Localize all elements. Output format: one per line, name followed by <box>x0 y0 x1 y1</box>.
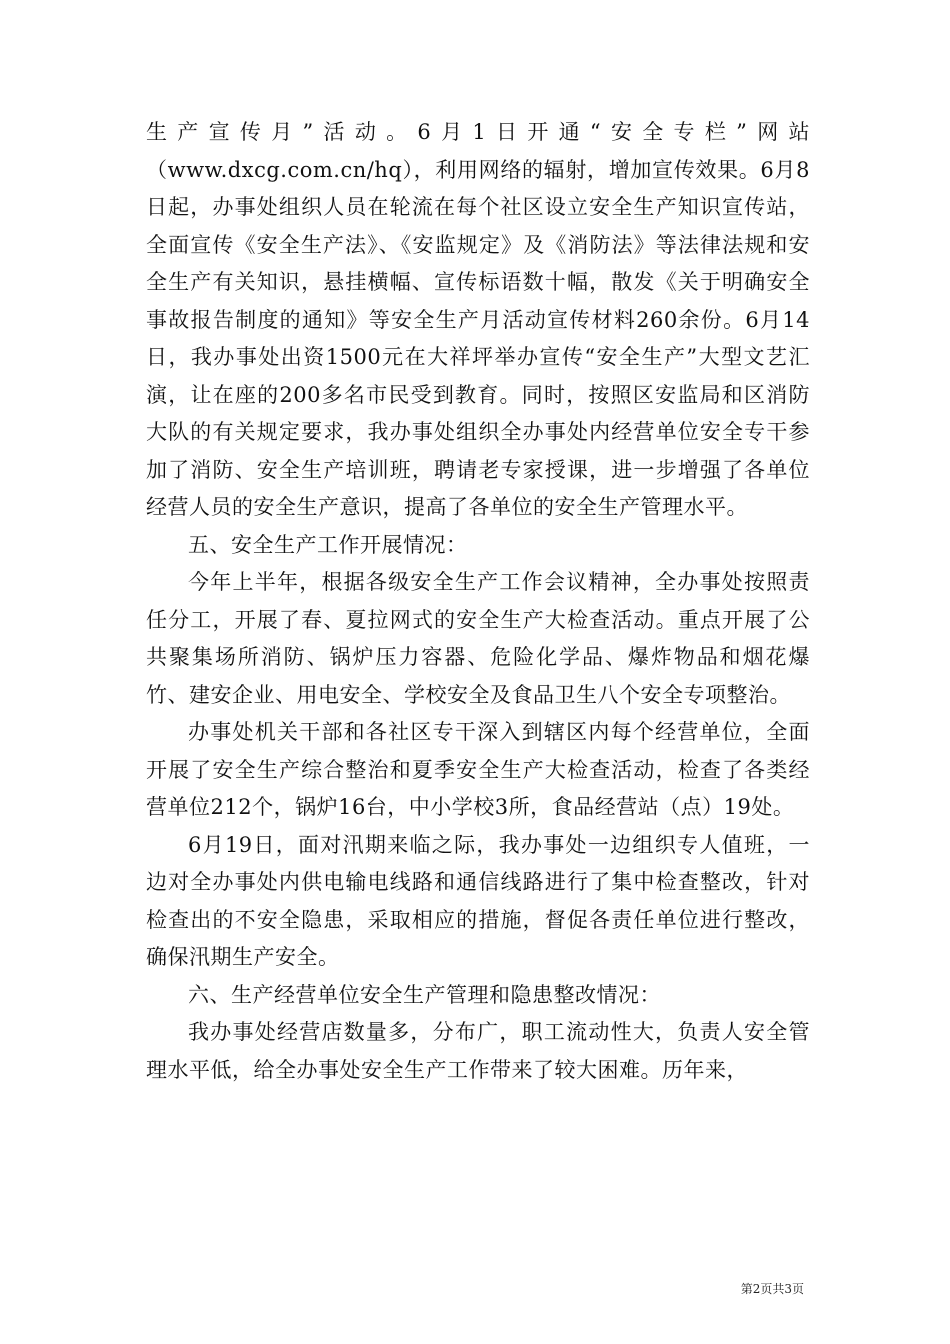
paragraph-7: 我办事处经营店数量多，分布广，职工流动性大，负责人安全管理水平低，给全办事处安全生产工作带来了较大困难。历年来， <box>146 1020 810 1082</box>
document-body <box>146 114 810 1089</box>
page-number-footer: 第2页共3页 <box>740 1282 804 1296</box>
section-heading-6: 六、生产经营单位安全生产管理和隐患整改情况： <box>188 982 661 1007</box>
paragraph-5: 6月19日，面对汛期来临之际，我办事处一边组织专人值班，一边对全办事处内供电输电线路和通信线路进行了集中检查整改，针对检查出的不安全隐患，采取相应的措施，督促各责任单位进行整改，确保汛期生产安全。 <box>146 832 810 969</box>
paragraph-4: 办事处机关干部和各社区专干深入到辖区内每个经营单位，全面开展了安全生产综合整治和夏季安全生产大检查活动，检查了各类经营单位212个，锅炉16台，中小学校3所，食品经营站（点）19处。 <box>146 720 810 819</box>
paragraph-1: 生产宣传月”活动。6月1日开通“安全专栏”网站（www.dxcg.com.cn/hq），利用网络的辐射，增加宣传效果。6月8日起，办事处组织人员在轮流在每个社区设立安全生产知识宣传站，全面宣传《安全生产法》、《安监规定》及《消防法》等法律法规和安全生产有关知识，悬挂横幅、宣传标语数十幅，散发《关于明确安全事故报告制度的通知》等安全生产月活动宣传材料260余份。6月14日，我办事处出资1500元在大祥坪举办宣传“安全生产”大型文艺汇演，让在座的200多名市民受到教育。同时，按照区安监局和区消防大队的有关规定要求，我办事处组织全办事处内经营单位安全专干参加了消防、安全生产培训班，聘请老专家授课，进一步增强了各单位经营人员的安全生产意识，提高了各单位的安全生产管理水平。 <box>146 120 810 519</box>
section-heading-5: 五、安全生产工作开展情况： <box>188 532 468 557</box>
paragraph-3: 今年上半年，根据各级安全生产工作会议精神，全办事处按照责任分工，开展了春、夏拉网式的安全生产大检查活动。重点开展了公共聚集场所消防、锅炉压力容器、危险化学品、爆炸物品和烟花爆竹、建安企业、用电安全、学校安全及食品卫生八个安全专项整治。 <box>146 570 810 707</box>
